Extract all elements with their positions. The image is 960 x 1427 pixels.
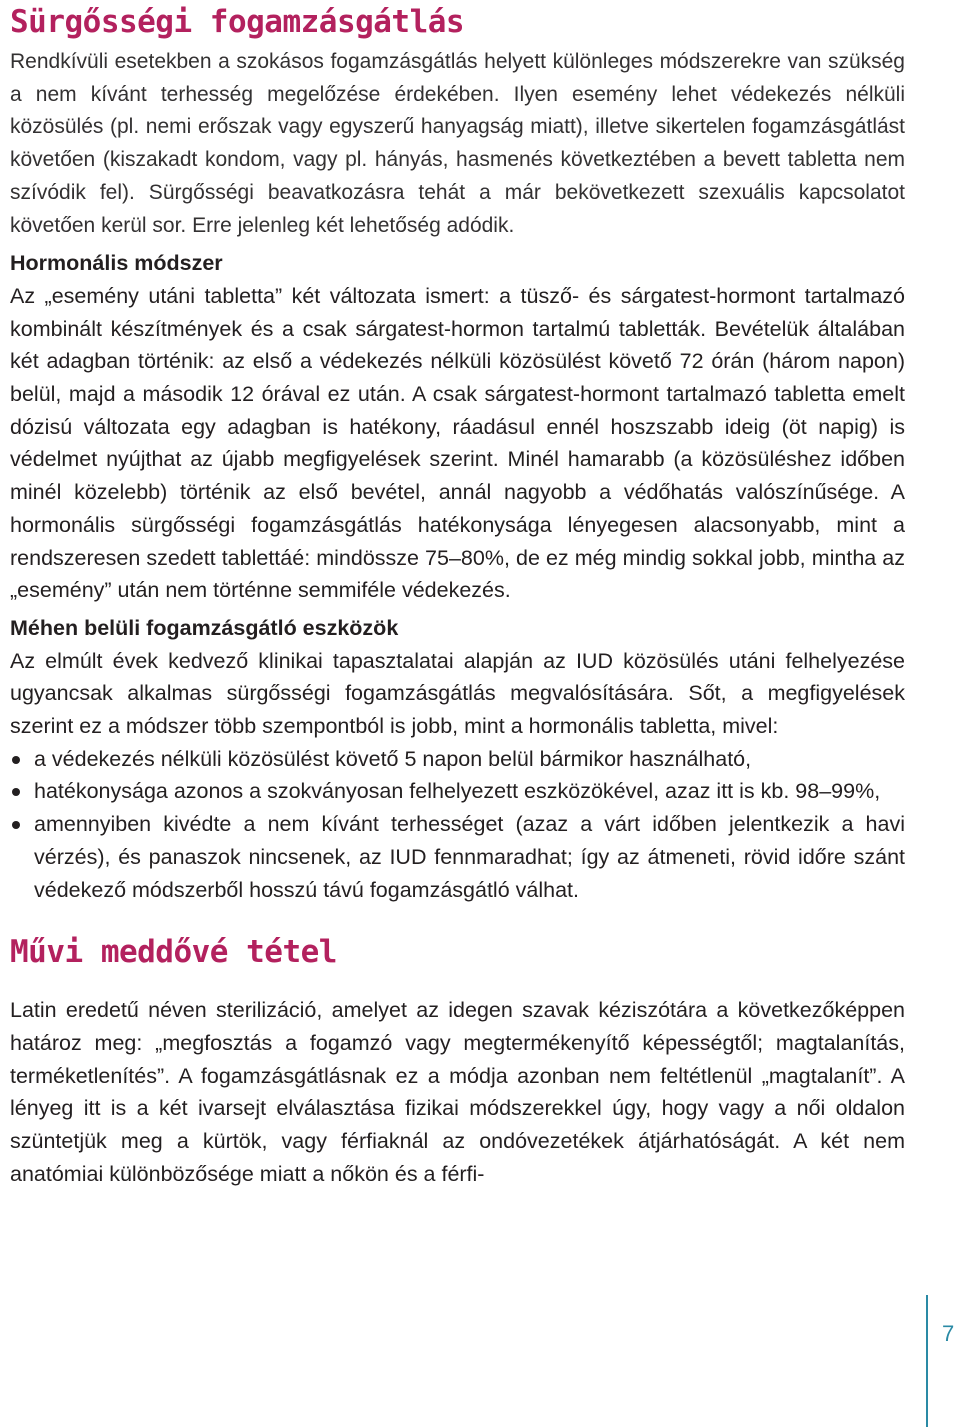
- iud-paragraph: Az elmúlt évek kedvező klinikai tapasztalatai alapján az IUD közösülés utáni felhelyezése ugyancsak alkalmas sürgősségi fogamzásgátlás megvalósítására. Sőt, a megfigyelések szerint ez a módszer több szempontból is jobb, mint a hormonális tabletta, mivel:: [10, 648, 905, 739]
- iud-advantages-list: [10, 743, 905, 907]
- bullet-icon: [12, 821, 20, 829]
- list-item: [10, 775, 905, 808]
- emergency-intro-paragraph: Rendkívüli esetekben a szokásos fogamzásgátlás helyett különleges módszerekre van szükség a nem kívánt terhesség megelőzése érdekében. Ilyen esemény lehet védekezés nélküli közösülés (pl. nemi erőszak vagy egyszerű hanyagság miatt), illetve sikertelen fogamzásgátlást követően (kiszakadt kondom, vagy pl. hányás, hasmenés következtében a bevett tabletta nem szívódik fel). Sürgősségi beavatkozásra tehát a már bekövetkezett szexuális kapcsolatot követően kerül sor. Erre jelenleg két lehetőség adódik.: [10, 50, 905, 237]
- page-number-divider: [926, 1295, 928, 1427]
- section-title-sterilization: Művi meddővé tétel: [10, 934, 337, 971]
- iud-heading: Méhen belüli fogamzásgátló eszközök: [10, 615, 399, 640]
- list-item-text: a védekezés nélküli közösülést követő 5 napon belül bármikor használható,: [34, 746, 752, 771]
- document-page: [10, 0, 905, 1191]
- sterilization-paragraph: Latin eredetű néven sterilizáció, amelyet az idegen szavak kéziszótára a következőképpen határoz meg: „megfosztás a fogamzó vagy megtermékenyítő képességtől; magtalanítás, terméketlenítés”. A fogamzásgátlásnak ez a módja azonban nem feltétlenül „magtalanít”. A lényeg itt is a két ivarsejt elválasztása fizikai módszerekkel úgy, hogy vagy a női oldalon szüntetjük meg a kürtök, vagy férfiaknál az ondóvezetékek átjárhatóságát. A két nem anatómiai különbözősége miatt a nőkön és a férfi-: [10, 998, 905, 1186]
- page-footer: [926, 1295, 960, 1427]
- list-item-text: amennyiben kivédte a nem kívánt terhességet (azaz a várt időben jelentkezik a havi vérzés), és panaszok nincsenek, az IUD fennmaradhat; így az átmeneti, rövid időre szánt védekező módszerből hosszú távú fogamzásgátló válhat.: [34, 812, 905, 902]
- list-item: [10, 743, 905, 776]
- bullet-icon: [12, 788, 20, 796]
- hormonal-method-heading: Hormonális módszer: [10, 251, 223, 276]
- bullet-icon: [12, 756, 20, 764]
- page-number: 7: [942, 1321, 955, 1346]
- hormonal-method-paragraph: Az „esemény utáni tabletta” két változata ismert: a tüsző- és sárgatest-hormont tartalmazó kombinált készítmények és a csak sárgatest-hormon tartalmú tabletták. Bevételük általában két adagban történik: az első a védekezés nélküli közösülést követő 72 órán (három napon) belül, majd a második 12 órával ez után. A csak sárgatest-hormont tartalmazó tabletta emelt dózisú változata egy adagban is hatékony, ráadásul ennél hoszszabb ideig (öt napig) is védelmet nyújthat az újabb megfigyelések szerint. Minél hamarabb (a közösüléshez időben minél közelebb) történik az első bevétel, annál nagyobb a védőhatás valószínűsége. A hormonális sürgősségi fogamzásgátlás hatékonysága lényegesen alacsonyabb, mint a rendszeresen szedett tablettáé: mindössze 75–80%, de ez még mindig sokkal jobb, mintha az „esemény” után nem történne semmiféle védekezés.: [10, 283, 905, 603]
- list-item: [10, 808, 905, 906]
- list-item-text: hatékonysága azonos a szokványosan felhelyezett eszközökével, azaz itt is kb. 98–99%,: [34, 779, 881, 804]
- section-title-emergency: Sürgősségi fogamzásgátlás: [10, 4, 465, 40]
